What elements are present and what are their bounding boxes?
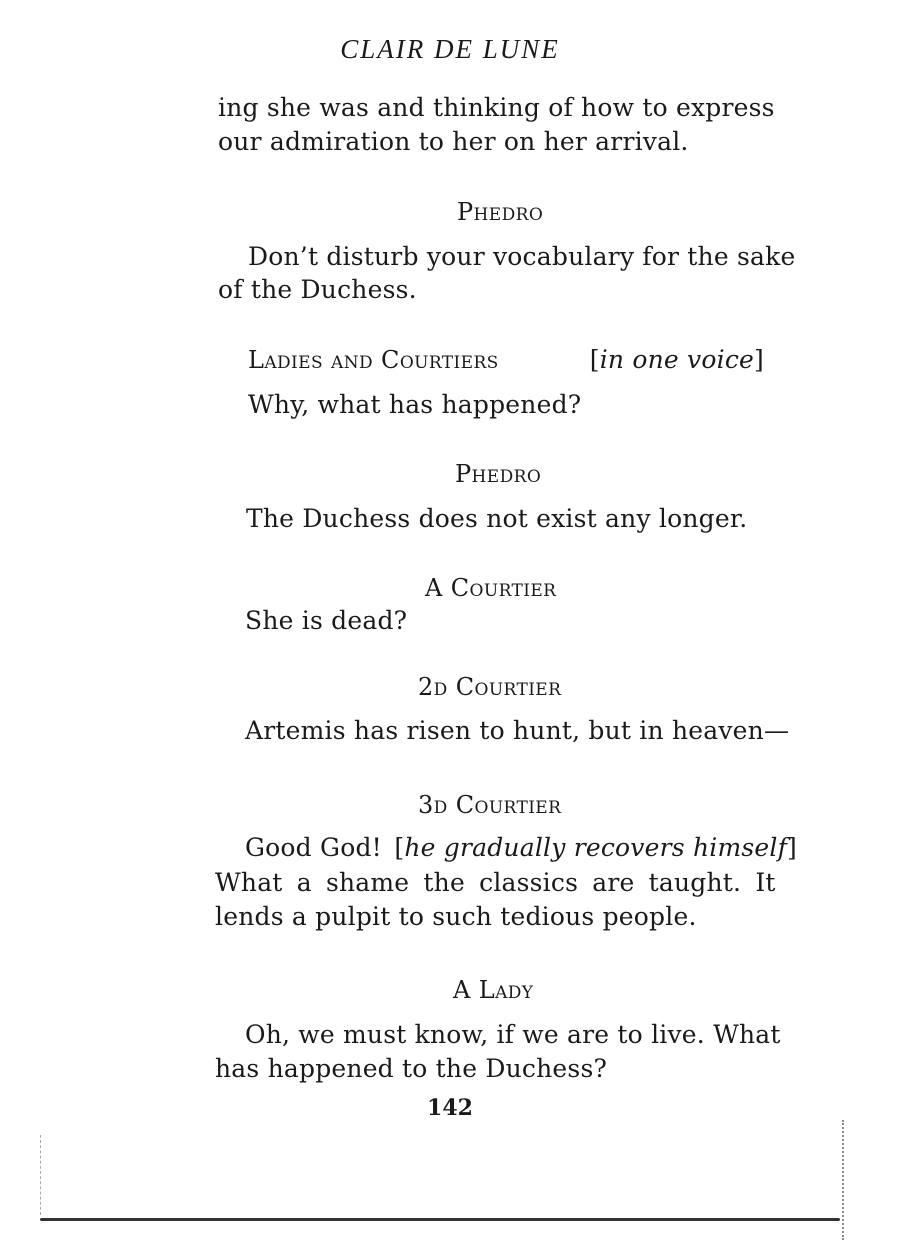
page-bottom-edge xyxy=(40,1218,840,1221)
stage-direction: [he gradually recovers himself] xyxy=(394,833,797,862)
speaker-name: 2d Courtier xyxy=(418,673,562,701)
running-head: CLAIR DE LUNE xyxy=(340,34,560,64)
text-line: Why, what has happened? xyxy=(248,390,582,419)
text-line: What a shame the classics are taught. It xyxy=(215,868,776,897)
page-edge-mark xyxy=(842,1120,846,1240)
page-edge-mark xyxy=(40,1135,42,1215)
text-line: our admiration to her on her arrival. xyxy=(218,127,689,156)
page-number: 142 xyxy=(427,1095,473,1121)
stage-direction-text: he gradually recovers himself xyxy=(404,833,788,862)
text-line: Don’t disturb your vocabulary for the sake xyxy=(248,242,796,271)
stage-direction-text: in one voice xyxy=(599,345,755,374)
text-line: She is dead? xyxy=(245,606,408,635)
text-line: of the Duchess. xyxy=(218,275,417,304)
text-span: ing she was and thinking of how to express xyxy=(218,93,775,122)
text-line: The Duchess does not exist any longer. xyxy=(246,504,748,533)
text-line xyxy=(218,93,796,123)
speaker-name: Phedro xyxy=(457,198,544,226)
speaker-name: A Courtier xyxy=(425,574,557,602)
speaker-line xyxy=(248,345,764,375)
speaker-name: Ladies and Courtiers xyxy=(248,346,499,374)
stage-direction: [in one voice] xyxy=(589,345,764,374)
text-line: lends a pulpit to such tedious people. xyxy=(215,902,697,931)
text-line xyxy=(245,833,797,863)
text-line: Oh, we must know, if we are to live. What xyxy=(245,1020,781,1049)
text-line: Artemis has risen to hunt, but in heaven— xyxy=(245,716,790,745)
text-line: has happened to the Duchess? xyxy=(215,1054,608,1083)
text-span: Good God! xyxy=(245,833,382,862)
speaker-name: Phedro xyxy=(455,460,542,488)
speaker-name: 3d Courtier xyxy=(418,791,562,819)
speaker-name: A Lady xyxy=(453,976,534,1004)
